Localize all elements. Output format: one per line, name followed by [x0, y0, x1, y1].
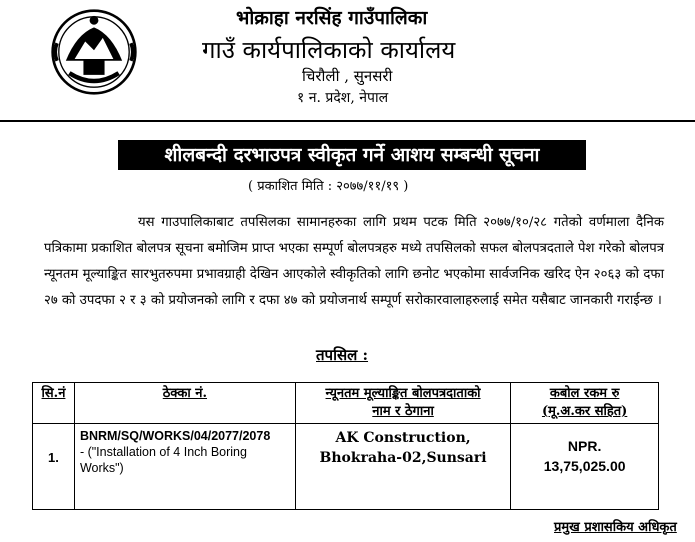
header-divider: [0, 120, 695, 122]
details-heading: तपसिल :: [316, 346, 369, 364]
office-name: गाउँ कार्यपालिकाको कार्यालय: [202, 36, 456, 64]
cell-amount: [511, 424, 659, 510]
contract-ref: BNRM/SQ/WORKS/04/2077/2078: [79, 429, 271, 443]
bid-table: [32, 382, 659, 510]
header-sn: सि.नं: [33, 383, 75, 424]
bidder-name: AK Construction,: [335, 430, 471, 446]
table-header-row: [33, 383, 659, 424]
cell-bidder: [295, 424, 510, 510]
contract-desc: - ("Installation of 4 Inch Boring Works"): [79, 445, 247, 475]
amount-value: 13,75,025.00: [543, 458, 626, 474]
province: १ न. प्रदेश, नेपाल: [297, 90, 389, 106]
nepal-emblem-icon: [50, 8, 138, 96]
notice-title: शीलबन्दी दरभाउपत्र स्वीकृत गर्ने आशय सम्बन्धी सूचना: [118, 140, 586, 170]
bidder-address: Bhokraha-02,Sunsari: [319, 450, 487, 466]
header-amount: कबोल रकम रु (मू.अ.कर सहित): [511, 383, 659, 424]
header-contract-no: ठेक्का नं.: [74, 383, 295, 424]
table-row: [33, 424, 659, 510]
published-date: ( प्रकाशित मिति : २०७७/११/१९ ): [248, 179, 409, 194]
amount-currency: NPR.: [567, 438, 602, 454]
notice-body: यस गाउपालिकाबाट तपसिलका सामानहरुका लागि प्रथम पटक मिति २०७७/१०/२८ गतेको वर्णमाला दैनिक पत्रिकामा प्रकाशित बोलपत्र सूचना बमोजिम प्राप्त भएका सम्पूर्ण बोलपत्रहरु मध्ये तपसिलको सफल बोलपत्रदताले पेश गरेको बोलपत्र न्यूनतम मूल्याङ्कित सारभुतरुपमा प्रभावग्राही देखिन आएकोले स्वीकृतिको लागि छनोट भएकोमा सार्वजनिक खरिद ऐन २०६३ को दफा २७ को उपदफा २ र ३ को प्रयोजनको लागि र दफा ४७ को प्रयोजनार्थ सम्पूर्ण सरोकारवालाहरुलाई समेत यसैबाट जानकारी गराईन्छ ।: [44, 215, 664, 308]
cell-sn: 1.: [33, 424, 75, 510]
office-location: चिरौली , सुनसरी: [302, 67, 393, 85]
signatory-title: प्रमुख प्रशासकिय अधिकृत: [554, 520, 677, 535]
letterhead: [0, 0, 695, 118]
cell-contract-no: [74, 424, 295, 510]
municipality-name: भोक्राहा नरसिंह गाउँपालिका: [236, 7, 428, 29]
header-bidder: न्यूनतम मूल्याङ्कित बोलपत्रदाताको नाम र ठेगाना: [295, 383, 510, 424]
